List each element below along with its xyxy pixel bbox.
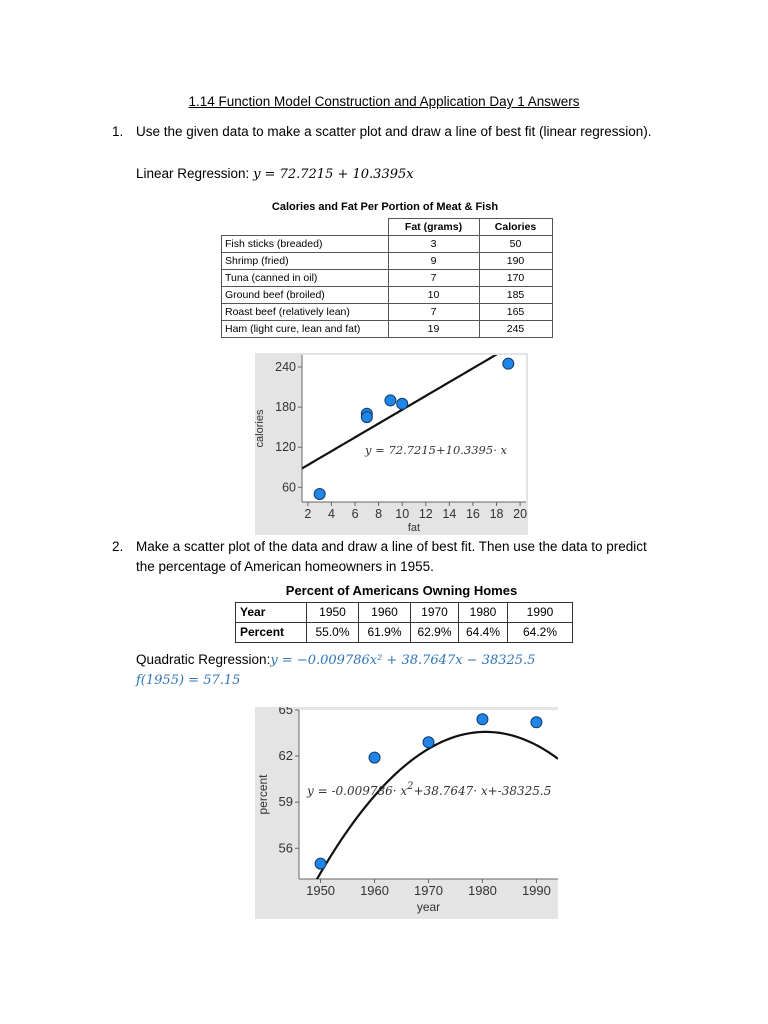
x-tick-label: 8 bbox=[375, 507, 383, 521]
fat-calories-scatter-chart bbox=[255, 353, 528, 535]
q2-regression-equation: y = −0.009786x² + 38.7647x − 38325.5 bbox=[270, 653, 536, 668]
table-cell: 1980 bbox=[459, 603, 508, 623]
x-tick-label: 1990 bbox=[521, 883, 551, 898]
data-point bbox=[315, 858, 326, 869]
q2-table-title: Percent of Americans Owning Homes bbox=[285, 583, 518, 598]
table-cell: Tuna (canned in oil) bbox=[222, 270, 389, 287]
table-header-cell bbox=[222, 219, 389, 236]
y-tick-label: 56 bbox=[278, 840, 293, 856]
table-row bbox=[222, 236, 553, 253]
table-row bbox=[222, 253, 553, 270]
data-point bbox=[423, 737, 434, 748]
y-tick-label: 59 bbox=[278, 794, 293, 810]
y-axis-label: percent bbox=[256, 774, 270, 815]
table-header-cell: Calories bbox=[479, 219, 552, 236]
table-row bbox=[222, 287, 553, 304]
q2-prediction: f(1955) = 57.15 bbox=[136, 673, 241, 688]
data-point bbox=[531, 717, 542, 728]
q1-regression bbox=[136, 166, 414, 182]
table-cell: 64.2% bbox=[508, 623, 573, 643]
document-title: 1.14 Function Model Construction and Application Day 1 Answers bbox=[188, 94, 580, 109]
data-point bbox=[503, 358, 514, 369]
x-axis-label: fat bbox=[407, 522, 421, 534]
y-tick-label: 120 bbox=[275, 440, 296, 455]
y-axis-label: calories bbox=[255, 409, 266, 448]
q1-table-title: Calories and Fat Per Portion of Meat & Fish bbox=[271, 201, 499, 213]
y-tick-label: 65 bbox=[278, 707, 293, 717]
data-point bbox=[477, 714, 488, 725]
data-point bbox=[369, 752, 380, 763]
table-cell: 55.0% bbox=[307, 623, 359, 643]
q2-number: 2. bbox=[112, 539, 124, 554]
table-cell: 62.9% bbox=[411, 623, 459, 643]
table-row-header: Year bbox=[236, 603, 307, 623]
x-tick-label: 16 bbox=[465, 507, 480, 521]
table-cell: 1950 bbox=[307, 603, 359, 623]
table-cell: 165 bbox=[479, 304, 552, 321]
q2-prompt-line2: the percentage of American homeowners in 1955. bbox=[136, 559, 434, 574]
table-cell: 190 bbox=[479, 253, 552, 270]
x-tick-label: 1960 bbox=[360, 883, 390, 898]
table-cell: 50 bbox=[479, 236, 552, 253]
fat-calories-chart-panel bbox=[255, 353, 528, 535]
table-cell: 3 bbox=[388, 236, 479, 253]
table-cell: 245 bbox=[479, 321, 552, 338]
table-cell: Ham (light cure, lean and fat) bbox=[222, 321, 389, 338]
fit-equation-annotation bbox=[306, 781, 551, 798]
fit-equation-part: y = -0.009786· x bbox=[307, 784, 408, 798]
table-cell: 10 bbox=[388, 287, 479, 304]
table-cell: 1990 bbox=[508, 603, 573, 623]
data-point bbox=[361, 412, 372, 423]
fit-equation-exponent: 2 bbox=[407, 781, 414, 792]
table-cell: 1970 bbox=[411, 603, 459, 623]
table-row bbox=[222, 321, 553, 338]
data-point bbox=[385, 395, 396, 406]
q1-prompt: Use the given data to make a scatter plot and draw a line of best fit (linear regression). bbox=[136, 124, 652, 139]
x-tick-label: 1980 bbox=[467, 883, 497, 898]
calories-fat-table bbox=[221, 218, 553, 338]
table-cell: 7 bbox=[388, 270, 479, 287]
table-cell: Roast beef (relatively lean) bbox=[222, 304, 389, 321]
table-row-header: Percent bbox=[236, 623, 307, 643]
table-cell: Shrimp (fried) bbox=[222, 253, 389, 270]
y-tick-label: 240 bbox=[275, 360, 296, 375]
table-cell: 9 bbox=[388, 253, 479, 270]
data-point bbox=[397, 398, 408, 409]
fit-equation-annotation: y = 72.7215+10.3395· x bbox=[365, 443, 507, 457]
x-tick-label: 1970 bbox=[414, 883, 443, 898]
homeowners-table bbox=[235, 602, 573, 643]
x-axis-label: year bbox=[416, 900, 441, 914]
table-cell: 64.4% bbox=[459, 623, 508, 643]
homeowners-chart-panel bbox=[255, 707, 558, 919]
x-tick-label: 1950 bbox=[306, 883, 336, 898]
table-row bbox=[236, 603, 573, 623]
table-header-row bbox=[222, 219, 553, 236]
x-tick-label: 12 bbox=[418, 507, 433, 521]
x-tick-label: 20 bbox=[513, 507, 528, 521]
q1-regression-label: Linear Regression: bbox=[136, 166, 254, 181]
q2-regression bbox=[136, 652, 535, 668]
y-tick-label: 62 bbox=[278, 748, 293, 764]
table-cell: Fish sticks (breaded) bbox=[222, 236, 389, 253]
table-cell: 170 bbox=[479, 270, 552, 287]
q1-regression-equation: y = 72.7215 + 10.3395x bbox=[253, 167, 414, 182]
q2-prompt-line1: Make a scatter plot of the data and draw a line of best fit. Then use the data to predict bbox=[136, 539, 647, 554]
table-cell: 7 bbox=[388, 304, 479, 321]
plot-area bbox=[302, 355, 526, 502]
q1-number: 1. bbox=[112, 124, 124, 139]
table-header-cell: Fat (grams) bbox=[388, 219, 479, 236]
homeowners-scatter-chart bbox=[255, 707, 558, 919]
fit-equation-part: +38.7647· x+-38325.5 bbox=[413, 784, 552, 798]
x-tick-label: 18 bbox=[489, 507, 504, 521]
table-row bbox=[222, 304, 553, 321]
q2-regression-label: Quadratic Regression: bbox=[136, 652, 271, 667]
table-cell: 1960 bbox=[359, 603, 411, 623]
x-tick-label: 2 bbox=[304, 507, 312, 521]
table-cell: Ground beef (broiled) bbox=[222, 287, 389, 304]
x-tick-label: 14 bbox=[442, 507, 457, 521]
x-tick-label: 4 bbox=[327, 507, 335, 521]
table-cell: 61.9% bbox=[359, 623, 411, 643]
x-tick-label: 10 bbox=[395, 507, 410, 521]
x-tick-label: 6 bbox=[351, 507, 359, 521]
table-row bbox=[222, 270, 553, 287]
y-tick-label: 180 bbox=[275, 400, 296, 415]
table-cell: 19 bbox=[388, 321, 479, 338]
y-tick-label: 60 bbox=[282, 480, 296, 495]
table-cell: 185 bbox=[479, 287, 552, 304]
table-row bbox=[236, 623, 573, 643]
data-point bbox=[314, 488, 325, 499]
